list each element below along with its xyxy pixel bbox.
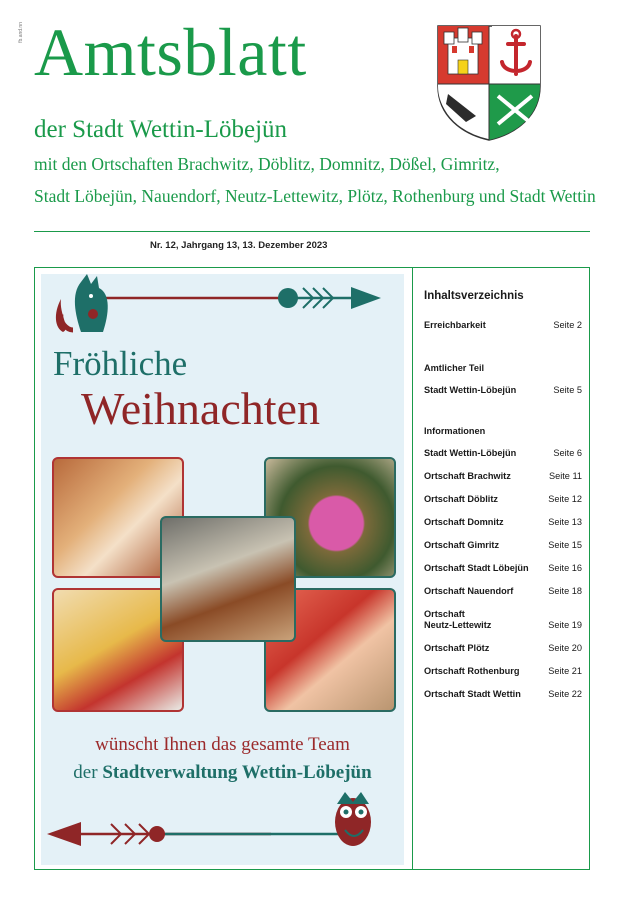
toc-entry[interactable]: [424, 609, 582, 631]
toc-page: Seite 6: [553, 448, 582, 458]
toc-label: Erreichbarkeit: [424, 320, 486, 330]
toc-entry[interactable]: [424, 563, 582, 574]
toc-label: Ortschaft Nauendorf: [424, 586, 514, 596]
coat-of-arms-icon: [436, 24, 542, 142]
greeting-line1: Fröhliche: [53, 344, 188, 383]
toc-label: Stadt Wettin-Löbejün: [424, 385, 517, 395]
cover-divider: [412, 267, 413, 870]
toc-label: Ortschaft Stadt Wettin: [424, 689, 521, 699]
masthead-localities-line1: mit den Ortschaften Brachwitz, Döblitz, Domnitz, Dößel, Gimritz,: [34, 154, 500, 174]
issue-info: Nr. 12, Jahrgang 13, 13. Dezember 2023: [150, 240, 328, 251]
toc-page: Seite 2: [553, 320, 582, 330]
table-of-contents: [424, 290, 582, 700]
masthead-subtitle: der Stadt Wettin-Löbejün: [34, 116, 288, 143]
toc-page: Seite 19: [548, 620, 582, 630]
toc-label: Ortschaft Rothenburg: [424, 666, 520, 676]
toc-entry[interactable]: [424, 385, 582, 396]
toc-label: Ortschaft Gimritz: [424, 540, 500, 550]
christmas-poster: [41, 274, 404, 865]
wish-line1: wünscht Ihnen das gesamte Team: [95, 734, 350, 755]
toc-label: Ortschaft Döblitz: [424, 494, 499, 504]
toc-entry[interactable]: [424, 689, 582, 700]
print-note: fb.and.nn: [18, 22, 24, 43]
toc-entry[interactable]: [424, 540, 582, 551]
toc-page: Seite 11: [548, 471, 582, 481]
toc-label: Ortschaft Neutz-Lettewitz: [424, 609, 492, 630]
masthead-localities-line2: Stadt Löbejün, Nauendorf, Neutz-Lettewitz, Plötz, Rothenburg und Stadt Wettin: [34, 186, 596, 206]
toc-section-info: Informationen: [424, 426, 486, 436]
toc-page: Seite 12: [548, 494, 582, 504]
toc-entry[interactable]: [424, 320, 582, 331]
toc-entry[interactable]: [424, 494, 582, 505]
org-name: Stadtverwaltung Wettin-Löbejün: [102, 762, 372, 783]
header-rule: [34, 231, 590, 232]
toc-page: Seite 22: [548, 689, 582, 699]
wish-line2: der Stadtverwaltung Wettin-Löbejün: [73, 762, 372, 783]
toc-page: Seite 5: [553, 385, 582, 395]
toc-page: Seite 20: [548, 643, 582, 653]
toc-entry[interactable]: [424, 448, 582, 459]
toc-page: Seite 15: [548, 540, 582, 550]
masthead-title: Amtsblatt: [34, 14, 307, 90]
tea-glass-photo: [160, 516, 296, 642]
toc-page: Seite 16: [548, 563, 582, 573]
toc-section-official: Amtlicher Teil: [424, 363, 485, 373]
toc-entry[interactable]: [424, 586, 582, 597]
toc-label: Ortschaft Stadt Löbejün: [424, 563, 529, 573]
toc-label: Ortschaft Domnitz: [424, 517, 504, 527]
toc-entry[interactable]: [424, 666, 582, 677]
toc-entry[interactable]: [424, 471, 582, 482]
toc-label: Ortschaft Plötz: [424, 643, 490, 653]
toc-label: Ortschaft Brachwitz: [424, 471, 511, 481]
toc-label: Stadt Wettin-Löbejün: [424, 448, 517, 458]
toc-entry[interactable]: [424, 643, 582, 654]
toc-entry[interactable]: [424, 517, 582, 528]
toc-page: Seite 13: [548, 517, 582, 527]
greeting-line2: Weihnachten: [81, 383, 320, 434]
toc-page: Seite 18: [548, 586, 582, 596]
toc-title: Inhaltsverzeichnis: [424, 290, 524, 302]
toc-page: Seite 21: [548, 666, 582, 676]
